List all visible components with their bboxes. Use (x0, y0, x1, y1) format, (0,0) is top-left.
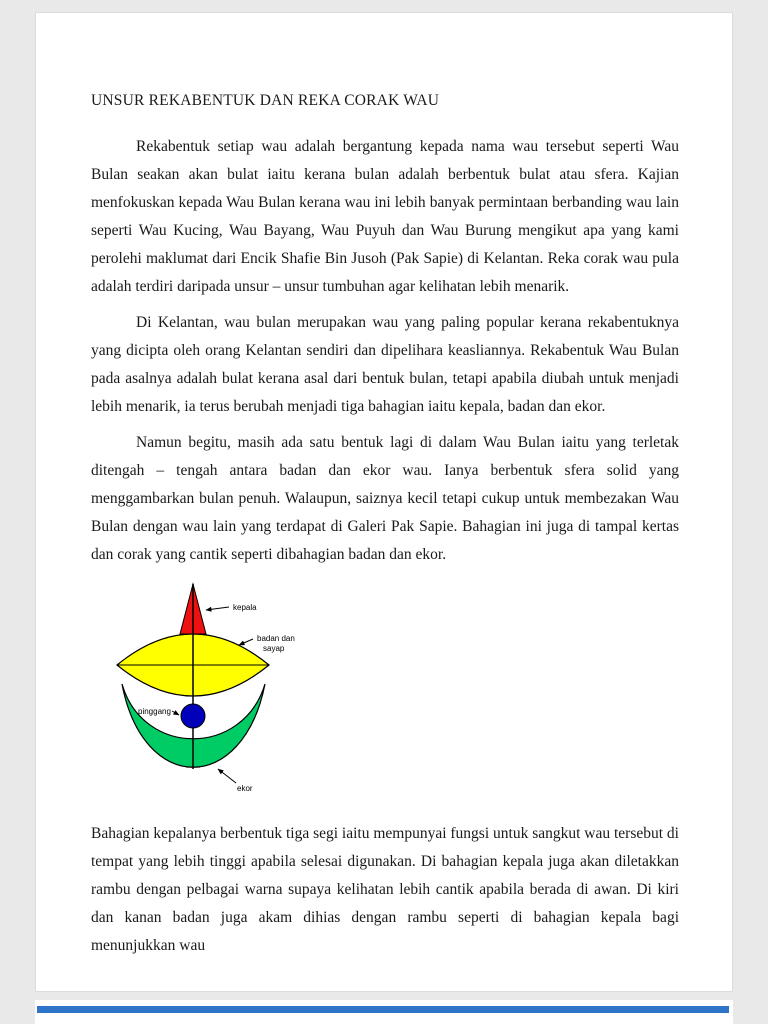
next-page-blue-bar (37, 1006, 729, 1013)
wau-diagram (105, 577, 345, 812)
pinggang-circle-shape (181, 704, 205, 728)
paragraph-3: Namun begitu, masih ada satu bentuk lagi di dalam Wau Bulan iaitu yang terletak ditengah – tengah antara badan dan ekor wau. Ianya berbentuk sfera solid yang menggambarkan bulan penuh. Walaupun, saiznya kecil tetapi cukup untuk membezakan Wau Bulan dengan wau lain yang terdapat di Galeri Pak Sapie. Bahagian ini juga di tampal kertas dan corak yang cantik seperti dibahagian badan dan ekor. (91, 434, 679, 563)
wau-diagram-svg (105, 577, 345, 812)
pinggang-label: pinggang (138, 707, 171, 716)
kepala-arrow (206, 607, 229, 610)
ekor-arrow (218, 769, 236, 783)
document-title: UNSUR REKABENTUK DAN REKA CORAK WAU (91, 92, 440, 109)
ekor-label: ekor (237, 784, 253, 793)
paragraph-1: Rekabentuk setiap wau adalah bergantung kepada nama wau tersebut seperti Wau Bulan seakan akan bulat iaitu kerana bulan adalah berbentuk bulat atau sfera. Kajian menfokuskan kepada Wau Bulan kerana wau ini lebih banyak permintaan berbanding wau lain seperti Wau Kucing, Wau Bayang, Wau Puyuh dan Wau Burung mengikut apa yang kami perolehi maklumat dari Encik Shafie Bin Jusoh (Pak Sapie) di Kelantan. Reka corak wau pula adalah terdiri daripada unsur – unsur tumbuhan agar kelihatan lebih menarik. (91, 138, 679, 295)
paragraph-4: Bahagian kepalanya berbentuk tiga segi iaitu mempunyai fungsi untuk sangkut wau tersebut di tempat yang lebih tinggi apabila selesai digunakan. Di bahagian kepala juga akan diletakkan rambu dengan pelbagai warna supaya kelihatan lebih cantik apabila berada di awan. Di kiri dan kanan badan juga akam dihias dengan rambu seperti di bahagian kepala bagi menunjukkan wau (91, 825, 679, 954)
badan-arrow (239, 639, 253, 645)
badan-label-line2: sayap (263, 644, 285, 653)
document-page (35, 12, 733, 992)
kepala-label: kepala (233, 603, 257, 612)
badan-label-line1: badan dan (257, 634, 295, 643)
pinggang-arrow (172, 711, 179, 715)
next-page-edge (35, 1000, 733, 1024)
paragraph-2: Di Kelantan, wau bulan merupakan wau yang paling popular kerana rekabentuknya yang dicipta oleh orang Kelantan sendiri dan dipelihara keasliannya. Rekabentuk Wau Bulan pada asalnya adalah bulat kerana asal dari bentuk bulan, tetapi apabila diubah untuk menjadi lebih menarik, ia terus berubah menjadi tiga bahagian iaitu kepala, badan dan ekor. (91, 314, 679, 415)
